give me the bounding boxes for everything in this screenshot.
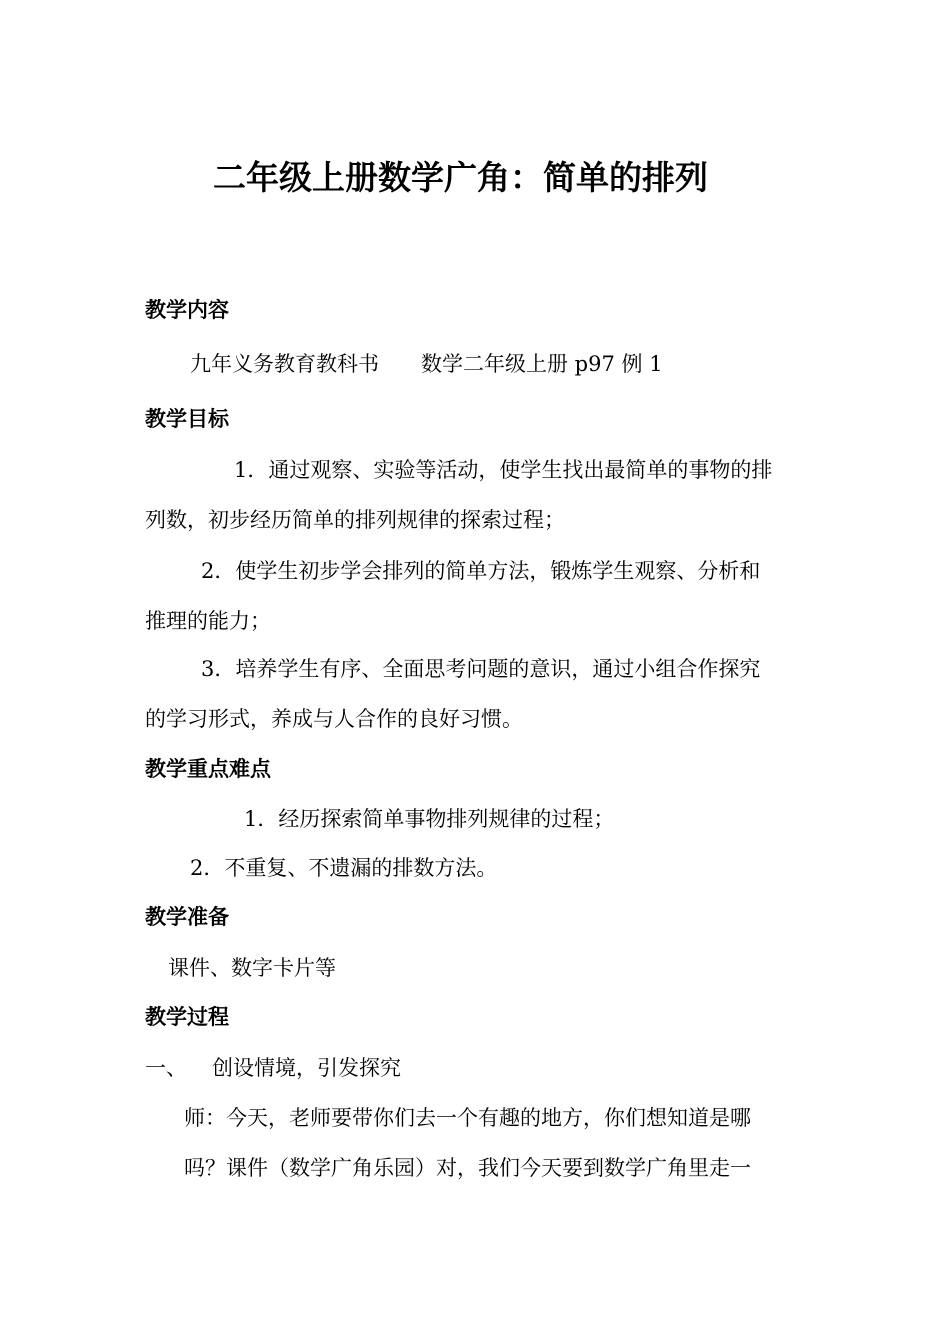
process-step-title: 创设情境，引发探究 xyxy=(212,1056,401,1080)
section-heading-content: 教学内容 xyxy=(145,298,229,322)
process-step-number: 一、 xyxy=(145,1056,187,1080)
objective-1-line-1: 1．通过观察、实验等活动，使学生找出最简单的事物的排 xyxy=(234,458,773,482)
objective-3-line-1: 3．培养学生有序、全面思考问题的意识，通过小组合作探究 xyxy=(201,657,761,681)
objective-3-line-2: 的学习形式，养成与人合作的良好习惯。 xyxy=(145,707,523,731)
section-heading-process: 教学过程 xyxy=(145,1005,229,1029)
process-paragraph-line-1: 师：今天，老师要带你们去一个有趣的地方，你们想知道是哪 xyxy=(184,1106,751,1130)
section-heading-objectives: 教学目标 xyxy=(145,407,229,431)
objective-2-line-2: 推理的能力； xyxy=(145,609,271,633)
key-point-2: 2．不重复、不遗漏的排数方法。 xyxy=(190,856,498,880)
objective-2-line-1: 2．使学生初步学会排列的简单方法，锻炼学生观察、分析和 xyxy=(201,559,761,583)
objective-1-line-2: 列数，初步经历简单的排列规律的探索过程； xyxy=(145,508,565,532)
key-point-1: 1．经历探索简单事物排列规律的过程； xyxy=(244,807,615,831)
section-heading-preparation: 教学准备 xyxy=(145,905,229,929)
process-paragraph-line-2: 吗？课件（数学广角乐园）对，我们今天要到数学广角里走一 xyxy=(184,1156,751,1180)
section-heading-key-points: 教学重点难点 xyxy=(145,757,271,781)
content-text: 九年义务教育教科书 数学二年级上册 p97 例 1 xyxy=(190,352,663,376)
document-title: 二年级上册数学广角：简单的排列 xyxy=(213,158,708,197)
preparation-text: 课件、数字卡片等 xyxy=(168,956,336,980)
